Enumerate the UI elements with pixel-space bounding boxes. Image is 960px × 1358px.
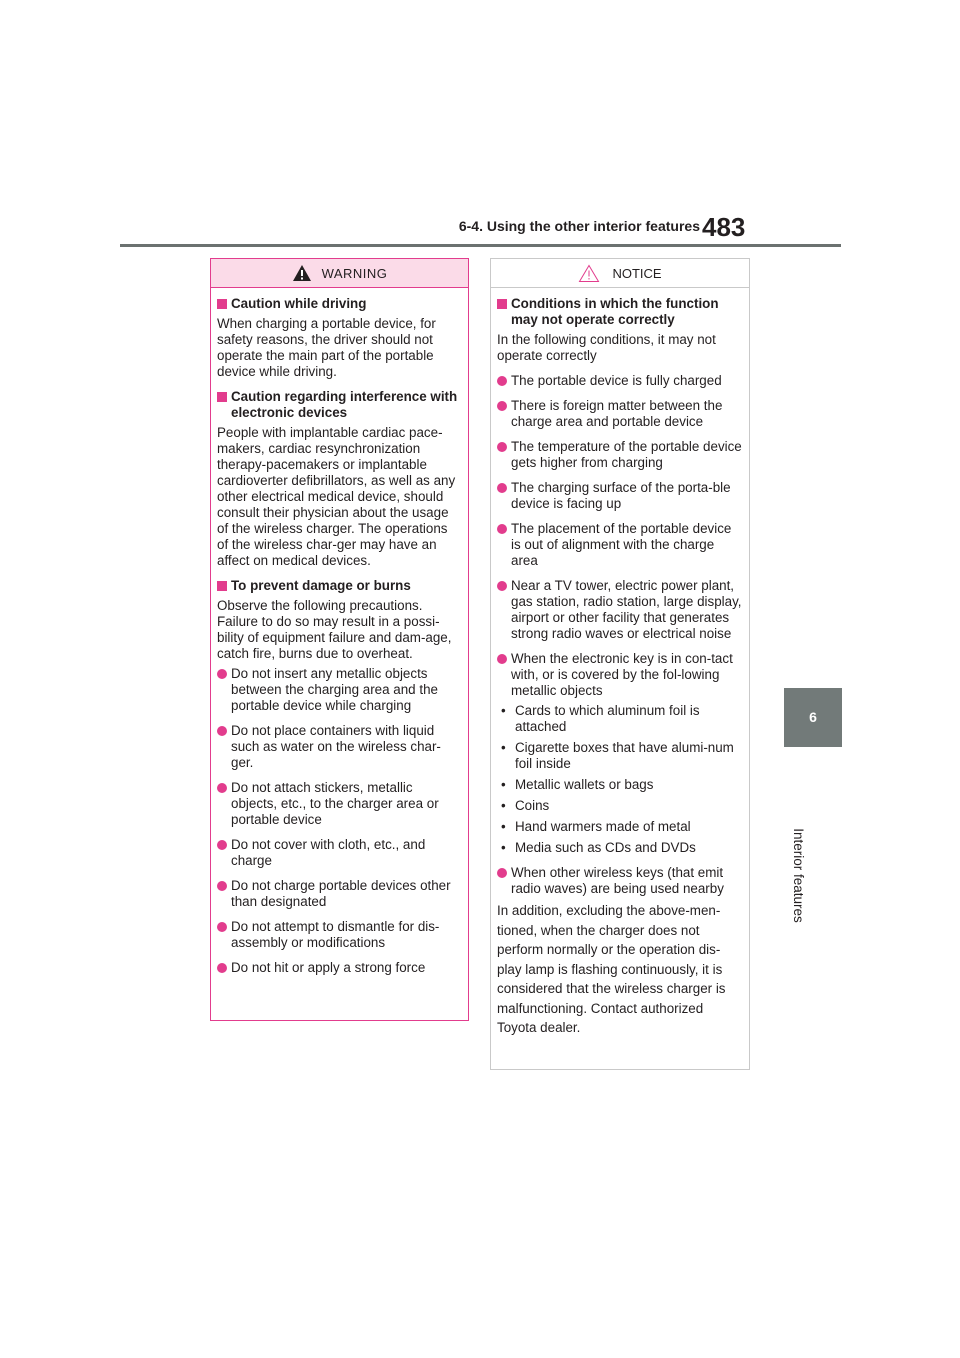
page-number: 483 xyxy=(702,212,746,242)
round-bullet-icon xyxy=(497,654,507,664)
round-bullet-icon xyxy=(217,840,227,850)
list-item: Do not cover with cloth, etc., and charge xyxy=(217,837,462,869)
list-item: Do not charge portable devices other than designated xyxy=(217,878,462,910)
list-item: Do not attach stickers, metallic objects, etc., to the charger area or portable device xyxy=(217,780,462,828)
round-bullet-icon xyxy=(497,483,507,493)
chapter-tab: 6 xyxy=(784,688,842,747)
section-heading: Caution while driving xyxy=(217,296,462,312)
square-bullet-icon xyxy=(497,299,507,309)
square-bullet-icon xyxy=(217,581,227,591)
sub-list-item: • Hand warmers made of metal xyxy=(501,819,691,834)
notice-title: NOTICE xyxy=(612,265,662,281)
square-bullet-icon xyxy=(217,299,227,309)
notice-body xyxy=(491,288,749,1038)
warning-triangle-icon xyxy=(292,264,312,282)
paragraph: People with implantable cardiac pace-makers, cardiac resynchronization therapy-pacemakers or implantable cardioverter defibrillators, as well as any other electrical medical device, should consult their physician about the usage of the wireless charger. The operations of the wireless char-ger may have an affect on medical devices. xyxy=(217,425,456,568)
list-item: Do not hit or apply a strong force xyxy=(217,960,462,976)
round-bullet-icon xyxy=(497,581,507,591)
notice-header xyxy=(491,259,749,287)
warning-box xyxy=(210,258,469,1021)
section-title: 6-4. Using the other interior features xyxy=(458,218,700,234)
list-item: The temperature of the portable device gets higher from charging xyxy=(497,439,743,471)
list-item: Near a TV tower, electric power plant, gas station, radio station, large display, airport or other facility that generates strong radio waves or electrical noise xyxy=(497,578,743,642)
round-bullet-icon xyxy=(217,922,227,932)
list-item: When the electronic key is in con-tact with, or is covered by the fol-lowing metallic objects xyxy=(497,651,743,699)
caution-triangle-outline-icon xyxy=(578,264,600,283)
paragraph: When charging a portable device, for safety reasons, the driver should not operate the main part of the portable device while driving. xyxy=(217,316,436,379)
warning-header xyxy=(211,259,468,287)
paragraph: Observe the following precautions. Failure to do so may result in a possi-bility of equipment failure and dam-age, catch fire, burns due to overheat. xyxy=(217,598,452,661)
round-bullet-icon xyxy=(217,669,227,679)
list-item: Do not place containers with liquid such as water on the wireless char-ger. xyxy=(217,723,462,771)
sub-list-item: • Coins xyxy=(501,798,550,813)
section-heading: Caution regarding interference with electronic devices xyxy=(217,389,462,421)
round-bullet-icon xyxy=(217,881,227,891)
section-heading: To prevent damage or burns xyxy=(217,578,462,594)
chapter-label xyxy=(766,800,830,950)
list-item: The charging surface of the porta-ble device is facing up xyxy=(497,480,743,512)
sub-list-item: • Cigarette boxes that have alumi-num foil inside xyxy=(501,740,734,771)
list-item: Do not insert any metallic objects between the charging area and the portable device while charging xyxy=(217,666,462,714)
round-bullet-icon xyxy=(217,783,227,793)
notice-box xyxy=(490,258,750,1070)
round-bullet-icon xyxy=(217,963,227,973)
list-item: Do not attempt to dismantle for dis-assembly or modifications xyxy=(217,919,462,951)
sub-list-item: • Media such as CDs and DVDs xyxy=(501,840,696,855)
chapter-title: Interior features xyxy=(790,827,806,923)
round-bullet-icon xyxy=(217,726,227,736)
round-bullet-icon xyxy=(497,868,507,878)
round-bullet-icon xyxy=(497,401,507,411)
sub-list-item: • Metallic wallets or bags xyxy=(501,777,654,792)
paragraph: In the following conditions, it may not operate correctly xyxy=(497,332,716,363)
closing-paragraph: In addition, excluding the above-men-tioned, when the charger does not perform normally or the operation dis-play lamp is flashing continuously, it is considered that the wireless charger is malfunctioning. Contact authorized Toyota dealer. xyxy=(497,903,726,1035)
list-item: The portable device is fully charged xyxy=(497,373,743,389)
warning-body xyxy=(211,288,468,976)
round-bullet-icon xyxy=(497,524,507,534)
round-bullet-icon xyxy=(497,442,507,452)
sub-list-item: • Cards to which aluminum foil is attached xyxy=(501,703,700,734)
square-bullet-icon xyxy=(217,392,227,402)
list-item: There is foreign matter between the charge area and portable device xyxy=(497,398,743,430)
round-bullet-icon xyxy=(497,376,507,386)
header-rule xyxy=(120,244,841,247)
list-item: The placement of the portable device is out of alignment with the charge area xyxy=(497,521,743,569)
list-item: When other wireless keys (that emit radio waves) are being used nearby xyxy=(497,865,743,897)
section-heading: Conditions in which the function may not operate correctly xyxy=(497,296,743,328)
warning-title: WARNING xyxy=(321,265,388,281)
